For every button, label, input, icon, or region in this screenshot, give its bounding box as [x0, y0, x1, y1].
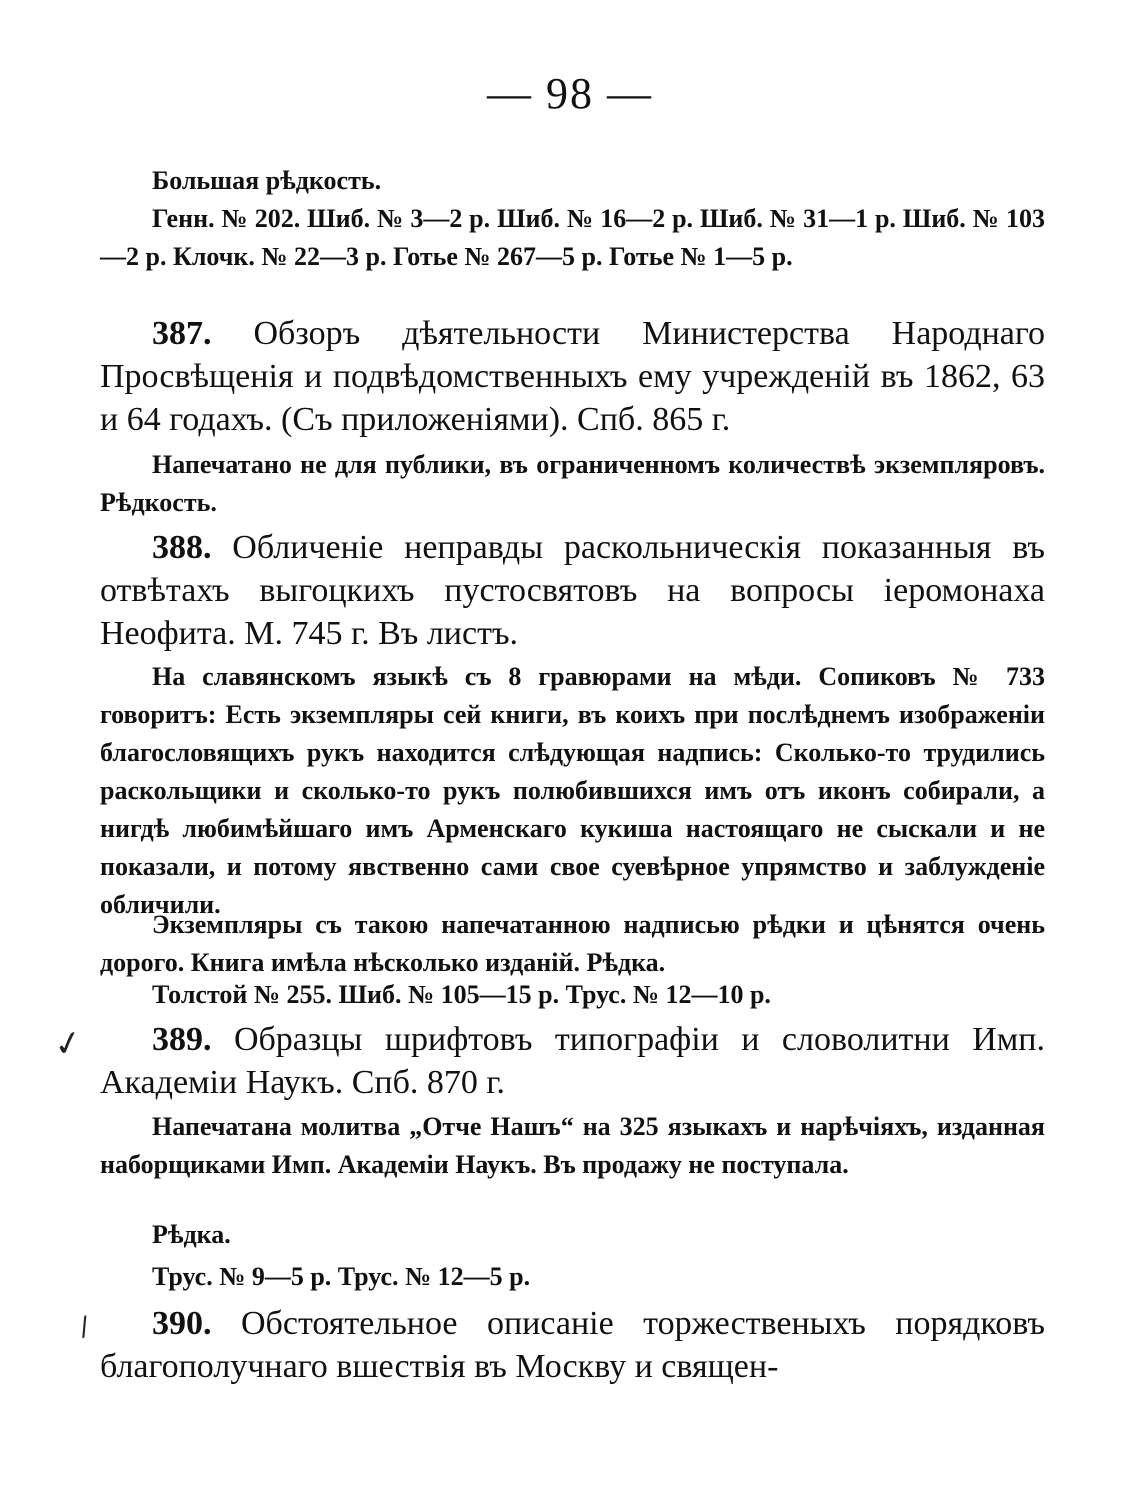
entry-389-text: Образцы шрифтовъ типографіи и словолитни Имп. Академіи Наукъ. Спб. 870 г.: [100, 1021, 1045, 1101]
entry-388-note: На славянскомъ языкѣ съ 8 гравюрами на мѣди. Сопиковъ № 733 говоритъ: Есть экземпляры сей книги, въ коихъ при послѣднемъ изображеніи благословящихъ рукъ находится слѣдующая надпись: Сколько-то трудились раскольщики и сколько-то рукъ полюбившихся имъ отъ иконъ собирали, а нигдѣ любимѣйшаго имъ Арменскаго кукиша настоящаго не сыскали и не показали, и потому явственно сами свое суевѣрное упрямство и заблужденіе обличили.: [100, 662, 1045, 919]
entry-390-title: [100, 1302, 1045, 1388]
entry-388-number: 388.: [152, 529, 212, 566]
entry-389-rarity: Рѣдка.: [152, 1220, 231, 1249]
entry-390-text: Обстоятельное описаніе торжественыхъ порядковъ благополучнаго вшествія въ Москву и священ-: [100, 1305, 1045, 1385]
entry-389-note: Напечатана молитва „Отче Нашъ“ на 325 языкахъ и нарѣчіяхъ, изданная наборщиками Имп. Академіи Наукъ. Въ продажу не поступала.: [100, 1112, 1045, 1179]
entry-387-title: [100, 312, 1045, 441]
margin-mark-390: /: [76, 1311, 92, 1343]
checkmark-389: ✓: [50, 1021, 87, 1067]
entry-388-text: Обличеніе неправды раскольническія показанныя въ отвѣтахъ выгоцкихъ пустосвятовъ на вопросы іеромонаха Неофита. М. 745 г. Въ листъ.: [100, 529, 1045, 652]
entry-387-number: 387.: [152, 315, 212, 352]
page-number: — 98 —: [487, 69, 653, 118]
entry-390-number: 390.: [152, 1305, 212, 1342]
entry-389-title: [100, 1018, 1045, 1104]
intro-prices: Генн. № 202. Шиб. № 3—2 р. Шиб. № 16—2 р. Шиб. № 31—1 р. Шиб. № 103—2 р. Клочк. № 22—3 р. Готье № 267—5 р. Готье № 1—5 р.: [100, 204, 1045, 271]
entry-387-text: Обзоръ дѣятельности Министерства Народнаго Просвѣщенія и подвѣдомственныхъ ему учрежденій въ 1862, 63 и 64 годахъ. (Съ приложеніями). Спб. 865 г.: [100, 315, 1045, 438]
entry-388-copies-note: Экземпляры съ такою напечатанною надписью рѣдки и цѣнятся очень дорого. Книга имѣла нѣсколько изданій. Рѣдка.: [100, 910, 1045, 977]
entry-388-title: [100, 526, 1045, 655]
entry-389-prices: Трус. № 9—5 р. Трус. № 12—5 р.: [152, 1262, 531, 1291]
entry-389-number: 389.: [152, 1021, 212, 1058]
entry-388-prices: Толстой № 255. Шиб. № 105—15 р. Трус. № 12—10 р.: [152, 980, 771, 1009]
intro-rarity: Большая рѣдкость.: [152, 166, 382, 195]
entry-387-note: Напечатано не для публики, въ ограниченномъ количествѣ экземпляровъ. Рѣдкость.: [100, 450, 1045, 517]
